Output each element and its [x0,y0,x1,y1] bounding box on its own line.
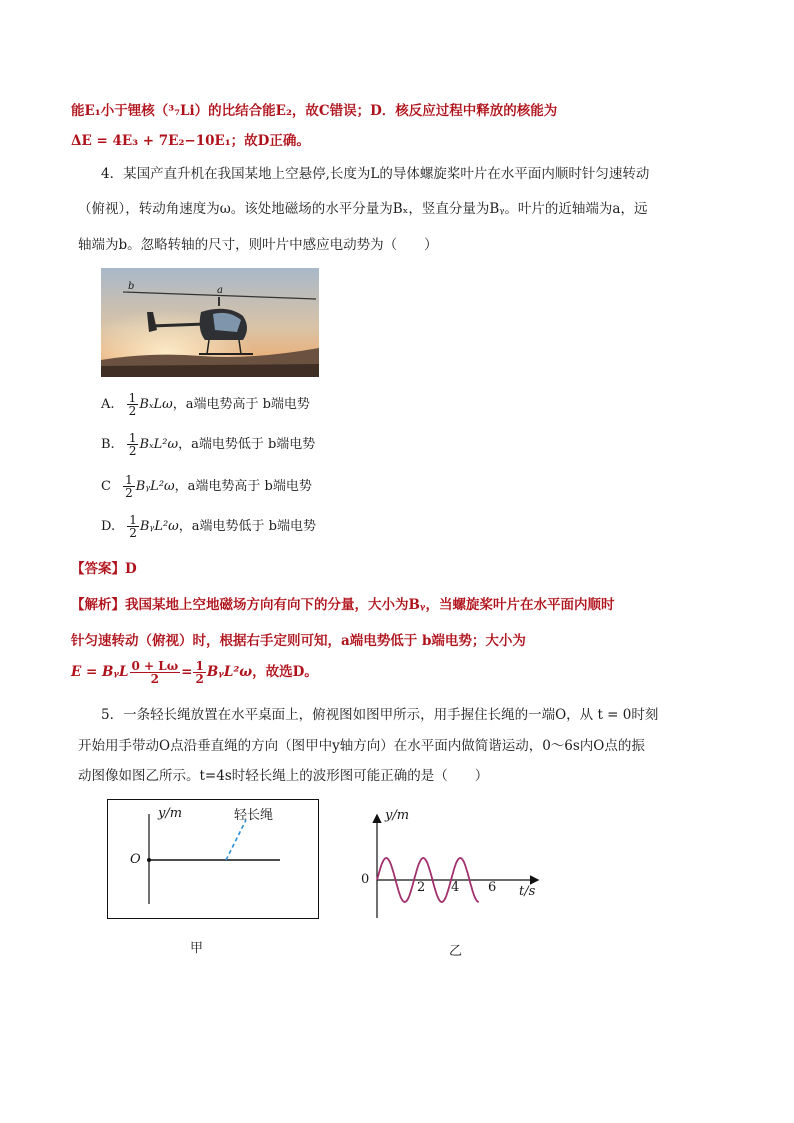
option-letter: B. [101,437,115,452]
option-fraction: $\frac{1}{2}$ [128,391,137,418]
option-expression: BₓLω [139,397,173,412]
fig-jia-rope-label: 轻长绳 [234,808,274,823]
rope-dashed-line [226,820,246,860]
option-expression: BₓL²ω [139,437,179,452]
q4-answer [71,560,137,578]
option-expression: BᵧL²ω [139,519,179,534]
q4-stem-line2: （俯视），转动角速度为ω。该处地磁场的水平分量为Bₓ，竖直分量为Bᵧ。叶片的近轴端为a，远 [78,201,648,217]
photo-label-b: b [128,281,135,292]
fig-yi-tick-2: 2 [417,880,426,895]
fig-yi-caption: 乙 [449,944,463,959]
q4-stem-line1: 4．某国产直升机在我国某地上空悬停,长度为L的导体螺旋桨叶片在水平面内顺时针匀速转动 [101,166,650,182]
answer-value: D [125,561,137,577]
fig-yi-origin: 0 [361,872,370,887]
q5-stem-line1: 5．一条轻长绳放置在水平桌面上，俯视图如图甲所示，用手握住长绳的一端O，从 t = 0时刻 [101,707,659,723]
q4-analysis-equation [71,660,318,685]
eq-fraction-1: $\frac{0 + L\omega}{2}$ [131,659,179,686]
q4-option-a[interactable] [101,392,310,417]
q4-option-c[interactable] [101,474,312,499]
answer-tag: 【答案】 [71,561,125,577]
option-letter: D. [101,519,116,534]
analysis-text: 我国某地上空地磁场方向有向下的分量，大小为Bᵧ，当螺旋桨叶片在水平面内顺时 [125,597,615,613]
analysis-tag: 【解析】 [71,597,125,613]
figure-yi-drawing [355,806,545,926]
photo-label-a: a [217,285,223,296]
option-fraction: $\frac{1}{2}$ [129,513,137,540]
q5-stem-line3: 动图像如图乙所示。t=4s时轻长绳上的波形图可能正确的是（ ） [78,768,489,784]
option-text: ，a端电势低于 b端电势 [178,437,316,452]
fig-jia-ylabel: y/m [158,806,183,821]
fig-yi-tick-6: 6 [488,880,497,895]
fig-yi-ylabel: y/m [385,808,410,823]
q4-analysis-line1 [71,596,615,614]
helicopter-photo [101,268,319,377]
figure-yi [355,806,545,926]
prev-explanation-line2: ΔE = 4E₃ + 7E₂−10E₁；故D正确。 [71,133,310,149]
eq-tail: ，故选D。 [252,664,318,680]
q4-option-d[interactable] [101,514,316,539]
option-text: ，a端电势高于 b端电势 [174,479,312,494]
fig-yi-xlabel: t/s [519,884,536,899]
option-fraction: $\frac{1}{2}$ [125,473,133,500]
eq-equals: = [181,664,193,680]
option-letter: A. [101,397,115,412]
eq-right: BᵧL²ω [206,664,253,680]
option-text: ，a端电势低于 b端电势 [178,519,316,534]
figure-jia [107,799,319,919]
q4-option-b[interactable] [101,432,315,457]
q4-stem-line3: 轴端为b。忽略转轴的尺寸，则叶片中感应电动势为（ ） [78,237,438,253]
fig-yi-tick-4: 4 [451,880,460,895]
fig-jia-caption: 甲 [190,941,204,956]
fig-jia-origin: O [130,852,141,867]
option-fraction: $\frac{1}{2}$ [128,431,137,458]
eq-fraction-2: $\frac{1}{2}$ [195,659,204,686]
q4-analysis-line2: 针匀速转动（俯视）时，根据右手定则可知，a端电势低于 b端电势；大小为 [71,633,526,649]
eq-left: E = BᵧL [71,664,129,680]
q5-stem-line2: 开始用手带动O点沿垂直绳的方向（图甲中y轴方向）在水平面内做简谐运动，0～6s内O点的振 [78,738,645,754]
option-letter: C [101,479,111,494]
option-expression: BᵧL²ω [135,479,175,494]
option-text: ，a端电势高于 b端电势 [172,397,310,412]
prev-explanation-line1: 能E₁小于锂核（³₇Li）的比结合能E₂，故C错误；D．核反应过程中释放的核能为 [71,103,558,119]
